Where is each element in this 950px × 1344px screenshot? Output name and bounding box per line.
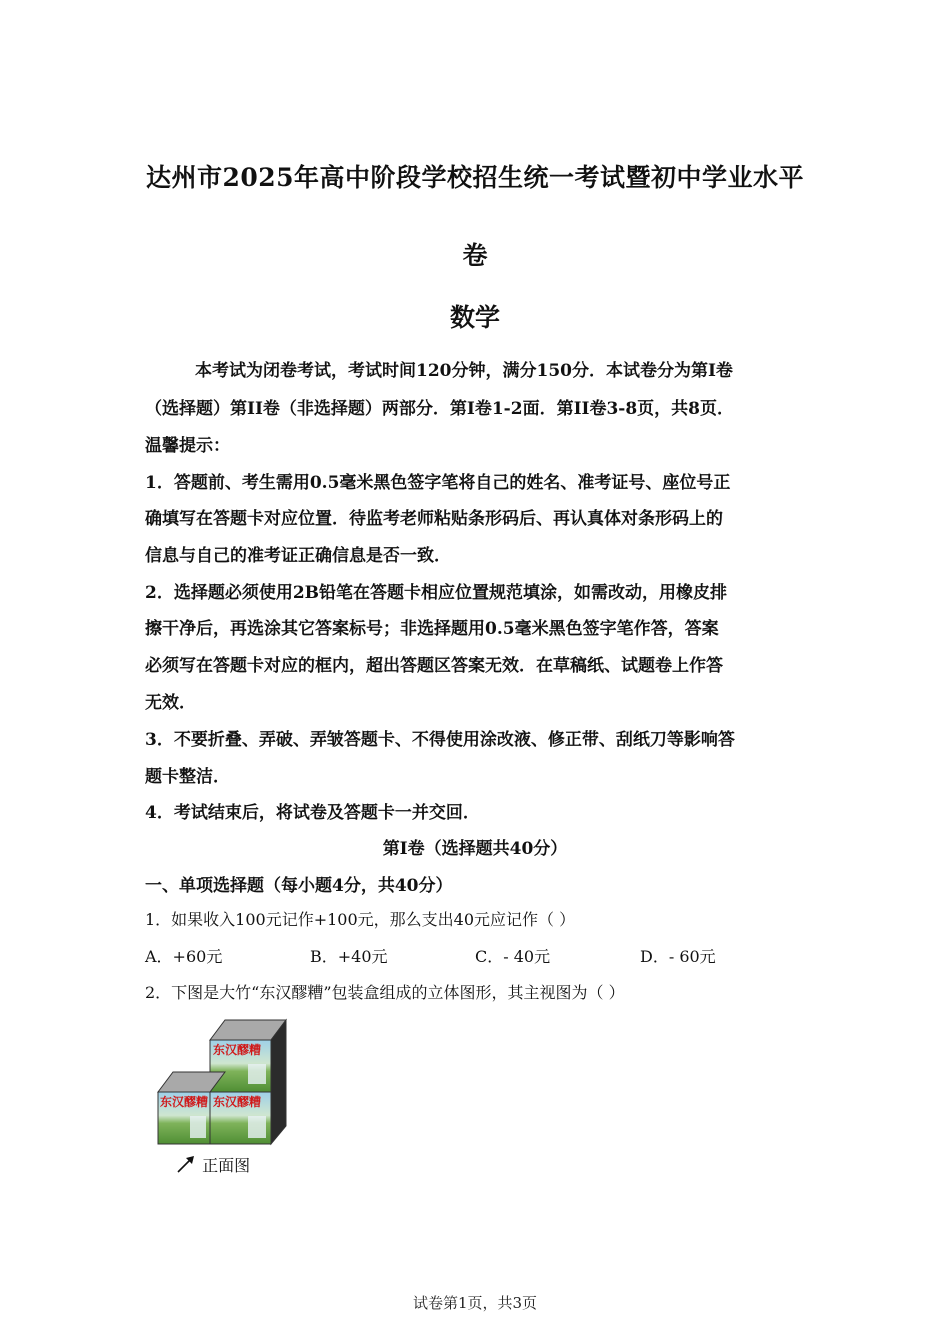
section-heading: 一、单项选择题（每小题4分，共40分） bbox=[145, 876, 453, 896]
intro-line: （选择题）第II卷（非选择题）两部分．第I卷1-2面．第II卷3-8页，共8页． bbox=[145, 399, 735, 419]
option-d: D．- 60元 bbox=[640, 947, 716, 966]
option-b: B．+40元 bbox=[310, 947, 388, 966]
option-a: A．+60元 bbox=[145, 947, 223, 966]
intro-line: 温馨提示： bbox=[145, 436, 230, 456]
exam-title-continued: 卷 bbox=[462, 241, 488, 270]
box-label: 东汉醪糟 bbox=[213, 1095, 262, 1109]
question-1: 1．如果收入100元记作+100元，那么支出40元应记作（ ） bbox=[145, 910, 576, 929]
tip-line: 无效． bbox=[145, 693, 196, 713]
part-title: 第I卷（选择题共40分） bbox=[382, 839, 568, 859]
tip-line: 2．选择题必须使用2B铅笔在答题卡相应位置规范填涂，如需改动，用橡皮排 bbox=[145, 583, 728, 603]
subject-title: 数学 bbox=[449, 303, 500, 332]
tip-line: 3．不要折叠、弄破、弄皱答题卡、不得使用涂改液、修正带、刮纸刀等影响答 bbox=[145, 730, 735, 750]
tip-line: 1．答题前、考生需用0.5毫米黑色签字笔将自己的姓名、准考证号、座位号正 bbox=[145, 473, 731, 493]
tip-line: 确填写在答题卡对应位置．待监考老师粘贴条形码后、再认真体对条形码上的 bbox=[145, 509, 723, 529]
tip-line: 题卡整洁． bbox=[145, 767, 230, 787]
intro-line: 本考试为闭卷考试，考试时间120分钟，满分150分．本试卷分为第I卷 bbox=[195, 361, 733, 381]
arrow-icon bbox=[175, 1153, 197, 1175]
question-2: 2．下图是大竹“东汉醪糟”包装盒组成的立体图形，其主视图为（ ） bbox=[145, 983, 625, 1002]
tip-line: 4．考试结束后，将试卷及答题卡一并交回． bbox=[145, 803, 480, 823]
tip-line: 信息与自己的准考证正确信息是否一致． bbox=[145, 546, 451, 566]
tip-line: 必须写在答题卡对应的框内，超出答题区答案无效．在草稿纸、试题卷上作答 bbox=[145, 656, 723, 676]
figure-label-text: 正面图 bbox=[202, 1156, 251, 1175]
page-footer: 试卷第1页，共3页 bbox=[412, 1294, 538, 1312]
figure-label bbox=[175, 1153, 250, 1176]
option-c: C．- 40元 bbox=[475, 947, 551, 966]
box-label: 东汉醪糟 bbox=[160, 1095, 209, 1109]
box-label: 东汉醪糟 bbox=[213, 1043, 262, 1057]
tip-line: 擦干净后，再选涂其它答案标号；非选择题用0.5毫米黑色签字笔作答，答案 bbox=[145, 619, 719, 639]
exam-title: 达州市2025年高中阶段学校招生统一考试暨初中学业水平 bbox=[145, 163, 805, 192]
